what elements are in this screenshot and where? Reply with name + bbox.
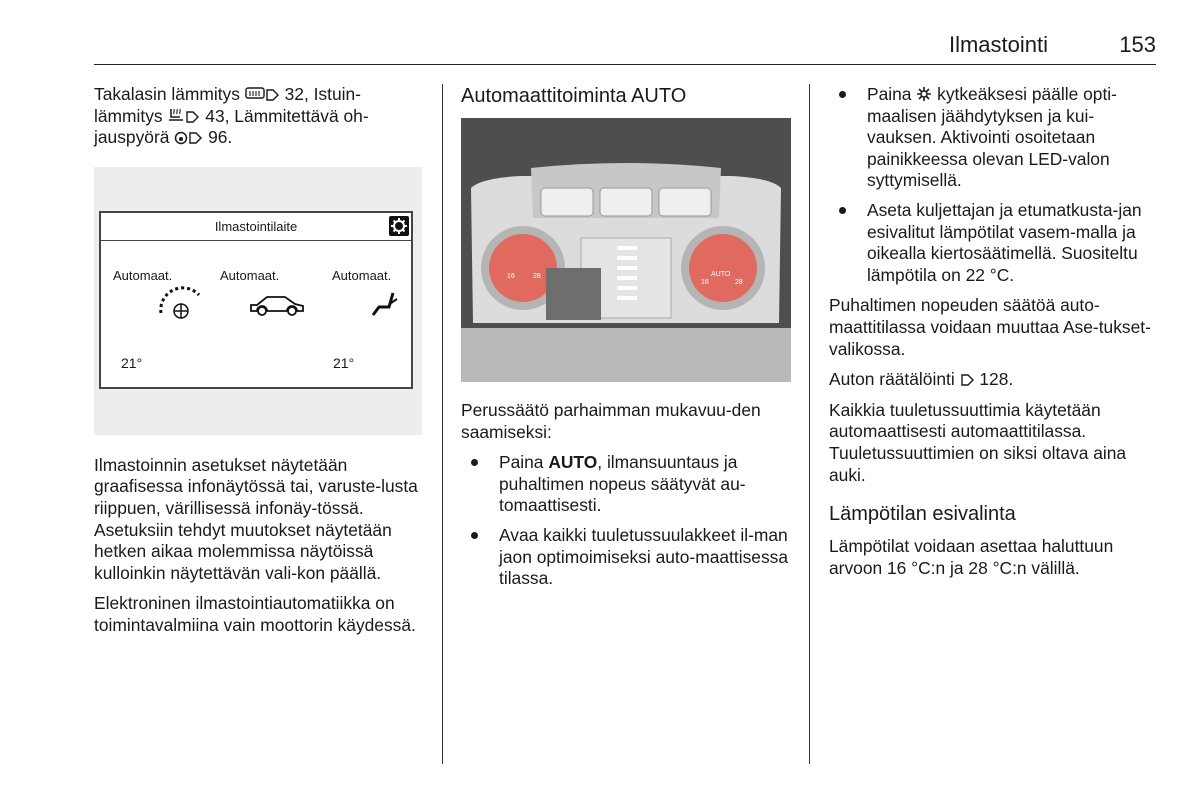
- reference-arrow-icon: [188, 131, 203, 145]
- auto-button-label: AUTO: [711, 271, 731, 278]
- body-paragraph: Ilmastoinnin asetukset näytetään graafisessa infonäytössä tai, varuste-lusta riippuen, värillisessä infonäy-tössä. Asetuksiin tehdyt muutokset näytetään hetken aikaa molemmissa näytöissä kulloinkin näytettävän vali-kon päällä.: [94, 454, 418, 583]
- list-item: Avaa kaikki tuuletussuulakkeet il-man jaon optimoimiseksi auto-maattisessa tilassa.: [461, 525, 791, 590]
- column-divider-right: [809, 84, 810, 764]
- column-3: [829, 84, 1159, 588]
- climate-control-panel-figure: [461, 118, 791, 382]
- driver-temperature: 21°: [121, 354, 143, 371]
- instruction-list: [461, 452, 791, 590]
- passenger-knob-max-temp: 28: [735, 279, 743, 286]
- settings-gear-icon: [389, 216, 409, 236]
- column-1: [94, 84, 426, 646]
- section-heading: Automaattitoiminta AUTO: [461, 85, 687, 107]
- body-paragraph: Kaikkia tuuletussuuttimia käytetään automaattisesti automaattitilassa. Tuuletussuuttimien on siksi oltava aina auki.: [829, 399, 1127, 485]
- body-paragraph: Puhaltimen nopeuden säätöä auto-maattitilassa voidaan muuttaa Ase-tukset-valikossa.: [829, 295, 1151, 359]
- air-conditioning-icon: [916, 86, 932, 102]
- page-number: 153: [1119, 32, 1156, 57]
- page-header: [94, 30, 1156, 65]
- body-paragraph: Lämpötilat voidaan asettaa haluttuun arvoon 16 °C:n ja 28 °C:n välillä.: [829, 536, 1114, 578]
- body-paragraph: Elektroninen ilmastointiautomatiikka on toimintavalmiina vain moottorin käydessä.: [94, 593, 416, 635]
- seat-heating-icon: [167, 108, 185, 124]
- passenger-knob-min-temp: 16: [701, 279, 709, 286]
- driver-knob-max-temp: 28: [533, 273, 541, 280]
- info-display-screen: [99, 211, 413, 389]
- seat-air-icon: [369, 287, 399, 319]
- cross-reference-paragraph: Takalasin lämmitys 32, Istuin-lämmitys 43, Lämmitettävä oh-jauspyörä 96.: [94, 84, 369, 148]
- display-header: Ilmastointilaite: [101, 213, 411, 241]
- instruction-list: [829, 84, 1159, 286]
- driver-knob-min-temp: 16: [507, 273, 515, 280]
- column-divider-left: [442, 84, 443, 764]
- section-title: Ilmastointi: [948, 32, 1048, 57]
- climate-display-figure: [94, 167, 422, 435]
- passenger-temperature: 21°: [333, 354, 355, 371]
- air-distribution-label: Automaat.: [220, 267, 280, 283]
- reference-arrow-icon: [185, 110, 200, 124]
- reference-arrow-icon: [265, 88, 280, 102]
- reference-arrow-icon: [960, 373, 975, 387]
- column-2: [461, 84, 791, 599]
- fan-icon: [156, 283, 206, 323]
- list-item: Paina AUTO, ilmansuuntaus ja puhaltimen nopeus säätyvät au-tomaattisesti.: [461, 452, 791, 517]
- section-heading: Lämpötilan esivalinta: [829, 503, 1016, 526]
- body-paragraph: Perussäätö parhaimman mukavuu-den saamiseksi:: [461, 400, 761, 442]
- list-item: Paina kytkeäksesi päälle opti-maalisen jäähdytyksen ja kui-vauksen. Aktivointi osoitetaan painikkeessa olevan LED-valon syttymisellä.: [829, 84, 1159, 192]
- list-item: Aseta kuljettajan ja etumatkusta-jan esivalitut lämpötilat vasem-malla ja oikealla kiertosäätimellä. Suositeltu lämpötila on 22 °C.: [829, 200, 1159, 286]
- heated-steering-wheel-icon: [174, 131, 188, 145]
- rear-window-heating-icon: [245, 86, 265, 102]
- seat-mode-label: Automaat.: [332, 267, 392, 283]
- cross-reference-paragraph: Auton räätälöinti 128.: [829, 369, 1014, 390]
- fan-mode-label: Automaat.: [113, 267, 173, 283]
- auto-keyword: AUTO: [548, 452, 598, 473]
- car-icon: [247, 293, 307, 319]
